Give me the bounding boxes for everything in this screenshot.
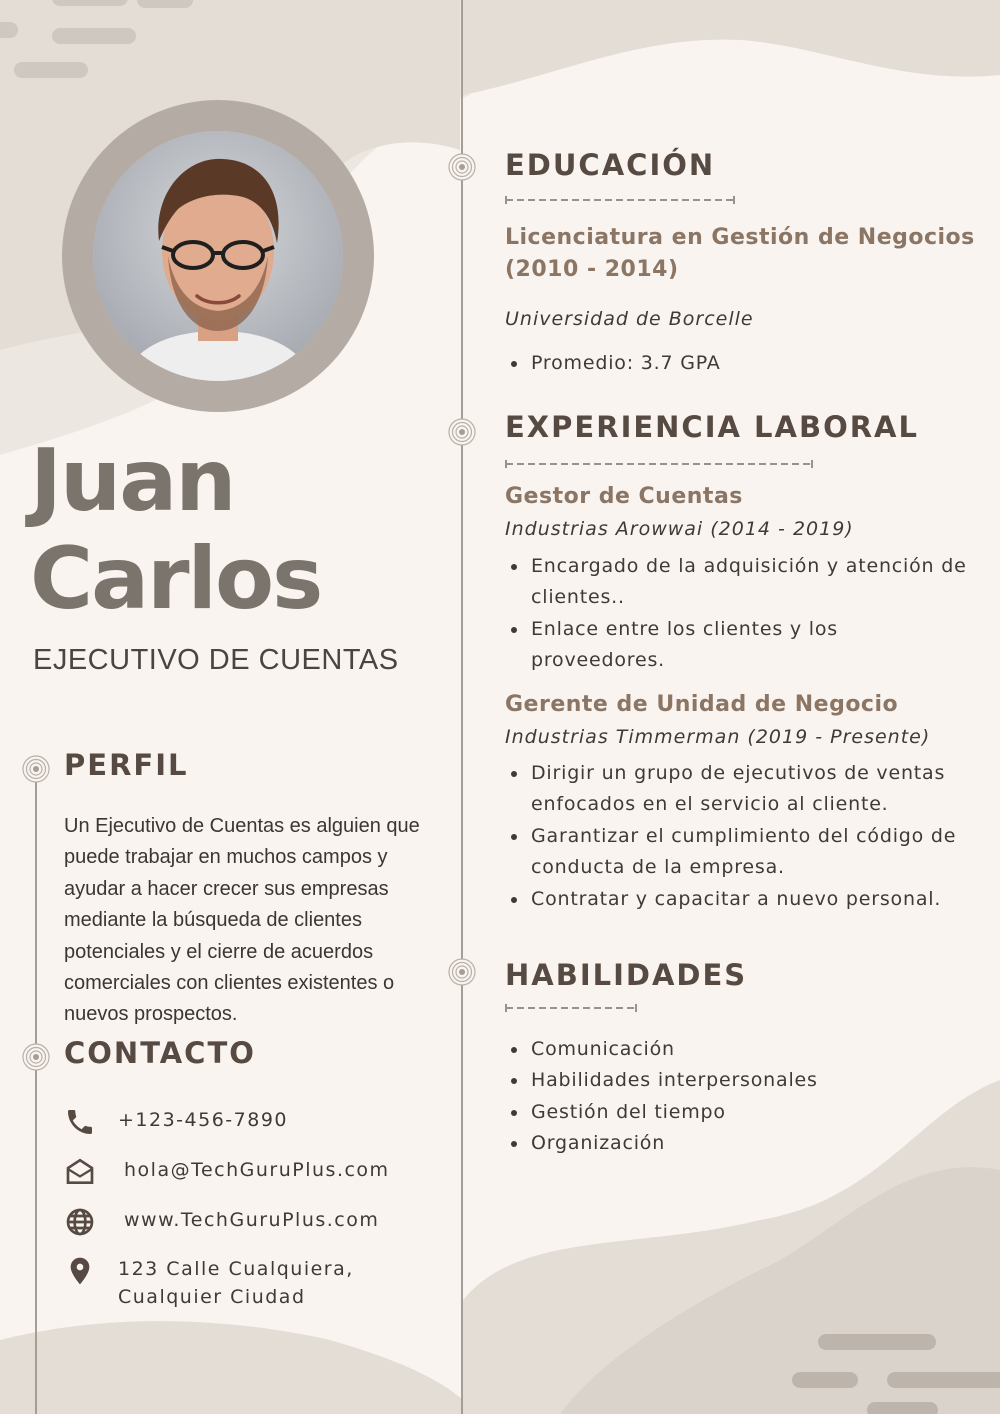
list-item: Habilidades interpersonales (505, 1065, 975, 1096)
experience-heading: EXPERIENCIA LABORAL (505, 410, 919, 444)
job-role: Gerente de Unidad de Negocio (505, 692, 899, 717)
main-divider-line (461, 0, 463, 1414)
envelope-icon (64, 1156, 96, 1188)
list-item: Enlace entre los clientes y los proveedores. (505, 614, 975, 677)
contact-address (64, 1255, 448, 1311)
last-name: Carlos (30, 529, 322, 629)
timeline-node-experiencia (447, 417, 477, 447)
profile-text: Un Ejecutivo de Cuentas es alguien que puede trabajar en muchos campos y ayudar a hacer crecer sus empresas mediante la búsqueda de clientes potenciales y el cierre de acuerdos comerciales con clientes existentes o nuevos prospectos. (64, 815, 420, 1026)
job-company: Industrias Arowwai (2014 - 2019) (505, 518, 854, 540)
job-company: Industrias Timmerman (2019 - Presente) (505, 726, 931, 748)
left-timeline-line (35, 770, 37, 1414)
education-divider (505, 196, 735, 204)
contact-heading: CONTACTO (64, 1036, 256, 1070)
list-item: Dirigir un grupo de ejecutivos de ventas enfocados en el servicio al cliente. (505, 758, 975, 821)
education-heading: EDUCACIÓN (505, 148, 716, 182)
profile-photo-frame (62, 100, 374, 412)
experience-divider (505, 460, 813, 468)
contact-phone (64, 1106, 288, 1138)
job-bullets (505, 758, 975, 915)
job-role: Gestor de Cuentas (505, 484, 743, 509)
timeline-node-contacto (21, 1042, 51, 1072)
skills-heading: HABILIDADES (505, 958, 748, 992)
list-item: Comunicación (505, 1034, 975, 1065)
first-name: Juan (30, 431, 235, 531)
list-item: Contratar y capacitar a nuevo personal. (505, 884, 975, 915)
skills-divider (505, 1004, 637, 1012)
list-item: Organización (505, 1128, 975, 1159)
profile-heading: PERFIL (64, 748, 189, 782)
contact-website (64, 1206, 379, 1238)
skills-list (505, 1034, 975, 1160)
contact-email (64, 1156, 390, 1188)
website-text: www.TechGuruPlus.com (124, 1209, 380, 1231)
address-text: 123 Calle Cualquiera, Cualquier Ciudad (118, 1258, 354, 1308)
list-item: Gestión del tiempo (505, 1097, 975, 1128)
list-item: Promedio: 3.7 GPA (505, 348, 975, 379)
job-title: EJECUTIVO DE CUENTAS (33, 644, 399, 676)
timeline-node-habilidades (447, 957, 477, 987)
phone-text: +123-456-7890 (118, 1109, 289, 1131)
email-text: hola@TechGuruPlus.com (124, 1159, 390, 1181)
education-degree: Licenciatura en Gestión de Negocios (2010 - 2014) (505, 225, 975, 282)
candidate-name (30, 432, 321, 628)
timeline-node-educacion (447, 152, 477, 182)
phone-icon (64, 1106, 96, 1138)
location-pin-icon (64, 1255, 96, 1287)
job-bullets (505, 551, 975, 677)
globe-icon (64, 1206, 96, 1238)
list-item: Garantizar el cumplimiento del código de conducta de la empresa. (505, 821, 975, 884)
list-item: Encargado de la adquisición y atención de clientes.. (505, 551, 975, 614)
education-details (505, 348, 975, 379)
education-institution: Universidad de Borcelle (505, 308, 754, 330)
timeline-node-perfil (21, 754, 51, 784)
profile-photo (93, 131, 343, 381)
